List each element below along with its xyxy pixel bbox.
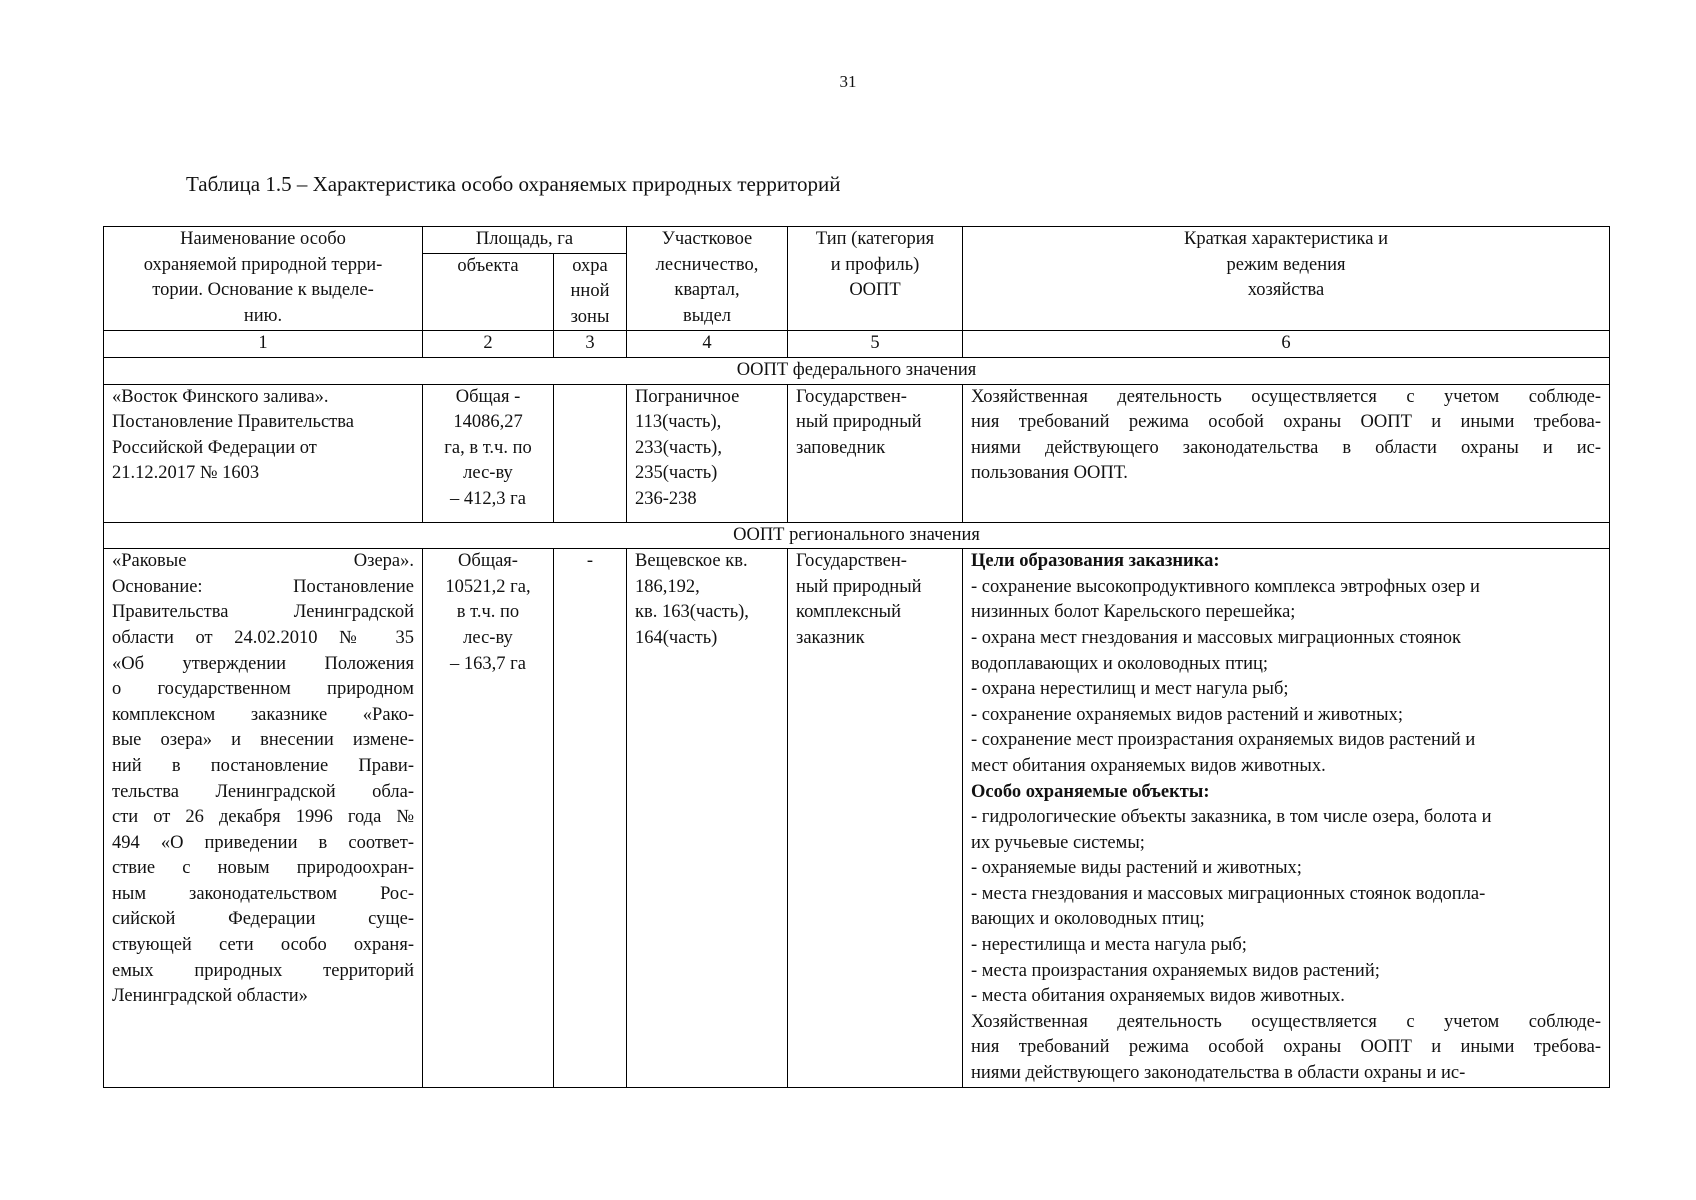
text-line: 235(часть) (635, 463, 718, 484)
text-line: - нерестилища и места нагула рыб; (971, 935, 1247, 956)
text-line: - сохранение высокопродуктивного комплекса эвтрофных озер и (971, 576, 1480, 597)
cell-type (788, 384, 963, 522)
objects-title: Особо охраняемые объекты: (971, 781, 1210, 802)
header-type (788, 227, 963, 331)
text-line: комплексный (796, 602, 901, 623)
text-line: ниями действующего законодательства в области охраны и ис- (971, 1063, 1466, 1084)
text-line: пользования ООПТ. (971, 463, 1128, 484)
cell-forestry (627, 549, 788, 1087)
text-line: 494 «О приведении в соответ- (112, 832, 414, 853)
text-line: низинных болот Карельского перешейка; (971, 602, 1296, 623)
cell-buffer: - (554, 549, 627, 1087)
cell-name (104, 549, 423, 1087)
cell-text (635, 549, 779, 651)
text-line: Краткая характеристика и (1184, 229, 1388, 249)
text-line: Основание: Постановление (112, 576, 414, 597)
cell-description (963, 384, 1610, 522)
header-buffer-area (554, 253, 627, 331)
cell-text (635, 385, 779, 513)
cell-text (112, 549, 414, 1010)
text-line: Государствен- (796, 386, 907, 407)
text-line: ниями действующего законодательства в области охраны и ис- (971, 437, 1602, 458)
text-line: емых природных территорий (112, 960, 414, 981)
text-line: Наименование особо (180, 229, 346, 249)
text-line: – 412,3 га (450, 488, 526, 509)
text-line: зоны (570, 306, 610, 327)
cell-text (562, 254, 618, 331)
section-header-regional (104, 522, 1610, 549)
section-title: ООПТ регионального значения (104, 522, 1610, 549)
text-line: Общая- (458, 551, 518, 572)
text-line: Правительства Ленинградской (112, 602, 414, 623)
cell-area (423, 549, 554, 1087)
section-title: ООПТ федерального значения (104, 357, 1610, 384)
text-line: - сохранение охраняемых видов растений и животных; (971, 704, 1403, 725)
header-object-area: объекта (423, 253, 554, 331)
section-header-federal (104, 357, 1610, 384)
header-row (104, 227, 1610, 254)
text-line: тории. Основание к выделе- (152, 280, 374, 301)
text-line: - охраняемые виды растений и животных; (971, 858, 1302, 879)
cell-text (431, 549, 545, 677)
text-line: 10521,2 га, (445, 576, 531, 597)
text-line: и профиль) (830, 254, 920, 275)
text-line: водоплавающих и околоводных птиц; (971, 653, 1269, 674)
cell-forestry (627, 384, 788, 522)
cell-text (796, 385, 954, 462)
cell-text (635, 227, 779, 329)
cell-type (788, 549, 963, 1087)
table-caption: Таблица 1.5 – Характеристика особо охраняемых природных территорий (186, 172, 841, 196)
text-line: 186,192, (635, 576, 700, 597)
text-line: Пограничное (635, 386, 740, 407)
text-line: нию. (243, 305, 283, 326)
text-line: охра (572, 255, 608, 276)
header-name (104, 227, 423, 331)
text-line: нной (570, 281, 610, 302)
text-line: 164(часть) (635, 627, 718, 648)
cell-text (112, 385, 414, 487)
text-line: «Об утверждении Положения (112, 653, 414, 674)
text-line: выдел (683, 305, 732, 326)
text-line: - места обитания охраняемых видов животных. (971, 986, 1345, 1007)
column-number: 6 (963, 331, 1610, 358)
cell-text (971, 575, 1601, 780)
protected-areas-table (103, 226, 1610, 1088)
cell-text (431, 385, 545, 513)
text-line: ООПТ (849, 280, 901, 301)
text-line: ний в постановление Прави- (112, 755, 414, 776)
column-number: 4 (627, 331, 788, 358)
cell-text (971, 805, 1601, 1010)
text-line: ный природный (796, 412, 922, 433)
text-line: области от 24.02.2010 № 35 (112, 627, 414, 648)
header-forestry (627, 227, 788, 331)
text-line: ния требований режима особой охраны ООПТ и иными требова- (971, 1037, 1602, 1058)
text-line: о государственном природном (112, 679, 414, 700)
text-line: Общая - (455, 386, 521, 407)
text-line: комплексном заказнике «Рако- (112, 704, 414, 725)
text-line: - охрана мест гнездования и массовых миграционных стоянок (971, 627, 1461, 648)
text-line: 113(часть), (635, 412, 722, 433)
text-line: 21.12.2017 № 1603 (112, 463, 260, 484)
text-line: - места гнездования и массовых миграционных стоянок водопла- (971, 883, 1486, 904)
text-line: - гидрологические объекты заказника, в том числе озера, болота и (971, 807, 1492, 828)
text-line: га, в т.ч. по (444, 437, 532, 458)
text-line: – 163,7 га (450, 653, 526, 674)
text-line: сийской Федерации суще- (112, 909, 414, 930)
table-row-regional (104, 549, 1610, 1087)
column-number: 2 (423, 331, 554, 358)
text-line: Хозяйственная деятельность осуществляется с учетом соблюде- (971, 386, 1602, 407)
cell-buffer (554, 384, 627, 522)
text-line: вые озера» и внесении измене- (112, 730, 414, 751)
text-line: - места произрастания охраняемых видов растений; (971, 960, 1380, 981)
text-line: 233(часть), (635, 437, 722, 458)
cell-description (963, 549, 1610, 1087)
text-line: Постановление Правительства (112, 412, 354, 433)
cell-text (971, 385, 1601, 487)
cell-text (796, 227, 954, 304)
text-line: ный природный (796, 576, 922, 597)
text-line: Тип (категория (815, 229, 935, 249)
text-line: Российской Федерации от (112, 437, 317, 458)
column-number: 3 (554, 331, 627, 358)
text-line: квартал, (674, 280, 740, 301)
text-line: заказник (796, 627, 865, 648)
text-line: лес-ву (463, 627, 513, 648)
text-line: вающих и околоводных птиц; (971, 909, 1205, 930)
text-line: заповедник (796, 437, 886, 458)
text-line: ным законодательством Рос- (112, 883, 414, 904)
text-line: - охрана нерестилищ и мест нагула рыб; (971, 679, 1289, 700)
header-area-group: Площадь, га (423, 227, 627, 254)
goals-title: Цели образования заказника: (971, 551, 1220, 572)
text-line: «Восток Финского залива». (112, 386, 329, 407)
text-line: Вещевское кв. (635, 551, 748, 572)
column-numbers-row (104, 331, 1610, 358)
cell-text (971, 227, 1601, 304)
text-line: Ленинградской области» (112, 986, 308, 1007)
header-description (963, 227, 1610, 331)
text-line: их ручьевые системы; (971, 832, 1145, 853)
text-line: охраняемой природной терри- (143, 254, 383, 275)
text-line: кв. 163(часть), (635, 602, 749, 623)
text-line: тельства Ленинградской обла- (112, 781, 414, 802)
text-line: ствие с новым природоохран- (112, 858, 414, 879)
text-line: ния требований режима особой охраны ООПТ и иными требова- (971, 412, 1602, 433)
cell-name (104, 384, 423, 522)
text-line: хозяйства (1247, 280, 1325, 301)
text-line: лесничество, (655, 254, 759, 275)
cell-text (112, 227, 414, 329)
text-line: 236-238 (635, 488, 697, 509)
table-row-federal (104, 384, 1610, 522)
text-line: ствующей сети особо охраня- (112, 935, 414, 956)
text-line: сти от 26 декабря 1996 года № (112, 807, 414, 828)
text-line: Участковое (661, 229, 753, 249)
text-line: мест обитания охраняемых видов животных. (971, 755, 1326, 776)
text-line: «Раковые Озера». (112, 551, 414, 572)
text-line: 14086,27 (453, 412, 523, 433)
cell-area (423, 384, 554, 522)
text-line: режим ведения (1226, 254, 1346, 275)
cell-text (971, 1010, 1601, 1087)
text-line: лес-ву (463, 463, 513, 484)
text-line: - сохранение мест произрастания охраняемых видов растений и (971, 730, 1476, 751)
text-line: Государствен- (796, 551, 907, 572)
page-number: 31 (839, 72, 857, 91)
text-line: Хозяйственная деятельность осуществляется с учетом соблюде- (971, 1011, 1602, 1032)
column-number: 5 (788, 331, 963, 358)
cell-text (796, 549, 954, 651)
column-number: 1 (104, 331, 423, 358)
text-line: в т.ч. по (456, 602, 520, 623)
